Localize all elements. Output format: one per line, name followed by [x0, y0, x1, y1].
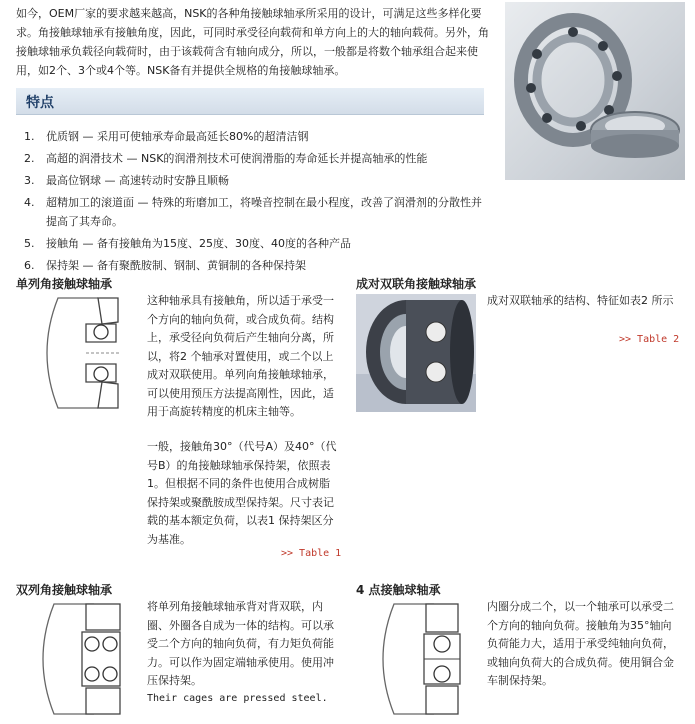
paired-title: 成对双联角接触球轴承	[356, 277, 477, 291]
four-point-text: 内圈分成二个，以一个轴承可以承受二个方向的轴向负荷。接触角为35°轴向负荷能力大，适用于承受纯轴向负荷，或轴向负荷大的合成负荷。使用铜合金车制保持架。	[487, 600, 674, 687]
double-row-diagram	[28, 600, 124, 722]
list-item: 3. 最高位钢球 — 高速转动时安静且顺畅	[24, 174, 229, 187]
double-row-text: 将单列角接触球轴承背对背双联，内圈、外圈各自成为一体的结构。可以承受二个方向的轴向负荷，有力矩负荷能力。可以作为固定端轴承使用。使用冲压保持架。	[147, 600, 334, 687]
list-item: 5. 接触角 — 备有接触角为15度、25度、30度、40度的各种产品	[24, 237, 351, 250]
double-row-title: 双列角接触球轴承	[16, 583, 113, 597]
table-2-link[interactable]: >> Table 2	[619, 334, 680, 345]
features-section-header	[16, 88, 484, 115]
single-row-diagram	[28, 294, 124, 416]
paired-text: 成对双联轴承的结构、特征如表2 所示	[487, 294, 674, 307]
features-list	[18, 127, 488, 278]
double-row-text-en: Their cages are pressed steel.	[147, 693, 328, 704]
bearing-photo	[505, 2, 685, 180]
single-row-text-2: 一般，接触角30°（代号A）及40°（代号B）的角接触球轴承保持架，依照表1。但根据不同的条件也使用合成树脂保持架或聚酰胺成型保持架。尺寸表记载的基本额定负荷，以表1 保持架区分为基准。	[147, 440, 337, 546]
list-item: 4. 超精加工的滚道面 — 特殊的珩磨加工，将噪音控制在最小程度，改善了润滑剂的分散性并提高了其寿命。	[24, 196, 482, 228]
table-1-link[interactable]: >> Table 1	[281, 548, 342, 559]
single-row-text: 这种轴承具有接触角，所以适于承受一个方向的轴向负荷，或合成负荷。结构上，承受径向负荷后产生轴向分离，所以，将2 个轴承对置使用，或二个以上成对双联使用。单列向角接触球轴承，可以使用预压方法提高刚性，因此，适用于高旋转精度的机床主轴等。	[147, 294, 334, 418]
paired-bearing-photo	[356, 294, 476, 416]
single-row-title: 单列角接触球轴承	[16, 277, 113, 291]
list-item: 2. 高超的润滑技术 — NSK的润滑剂技术可使润滑脂的寿命延长并提高轴承的性能	[24, 152, 428, 165]
list-item: 1. 优质钢 — 采用可使轴承寿命最高延长80%的超清洁钢	[24, 130, 309, 143]
list-item: 6. 保持架 — 备有聚酰胺制、钢制、黄铜制的各种保持架	[24, 259, 306, 272]
intro-paragraph: 如今，OEM厂家的要求越来越高，NSK的各种角接触球轴承所采用的设计，可满足这些多样化要求。角接触球轴承有接触角度，因此，可同时承受径向载荷和单方向上的大的轴向载荷。另外，角接触球轴承负载径向载荷时，由于该载荷含有轴向成分，所以，一般都是将数个轴承组合起来使用，如2个、3个或4个等。NSK备有并提供全规格的角接触球轴承。	[16, 7, 489, 77]
four-point-diagram	[368, 600, 464, 722]
four-point-title: 4 点接触球轴承	[356, 583, 441, 597]
section-title: 特点	[26, 95, 54, 111]
